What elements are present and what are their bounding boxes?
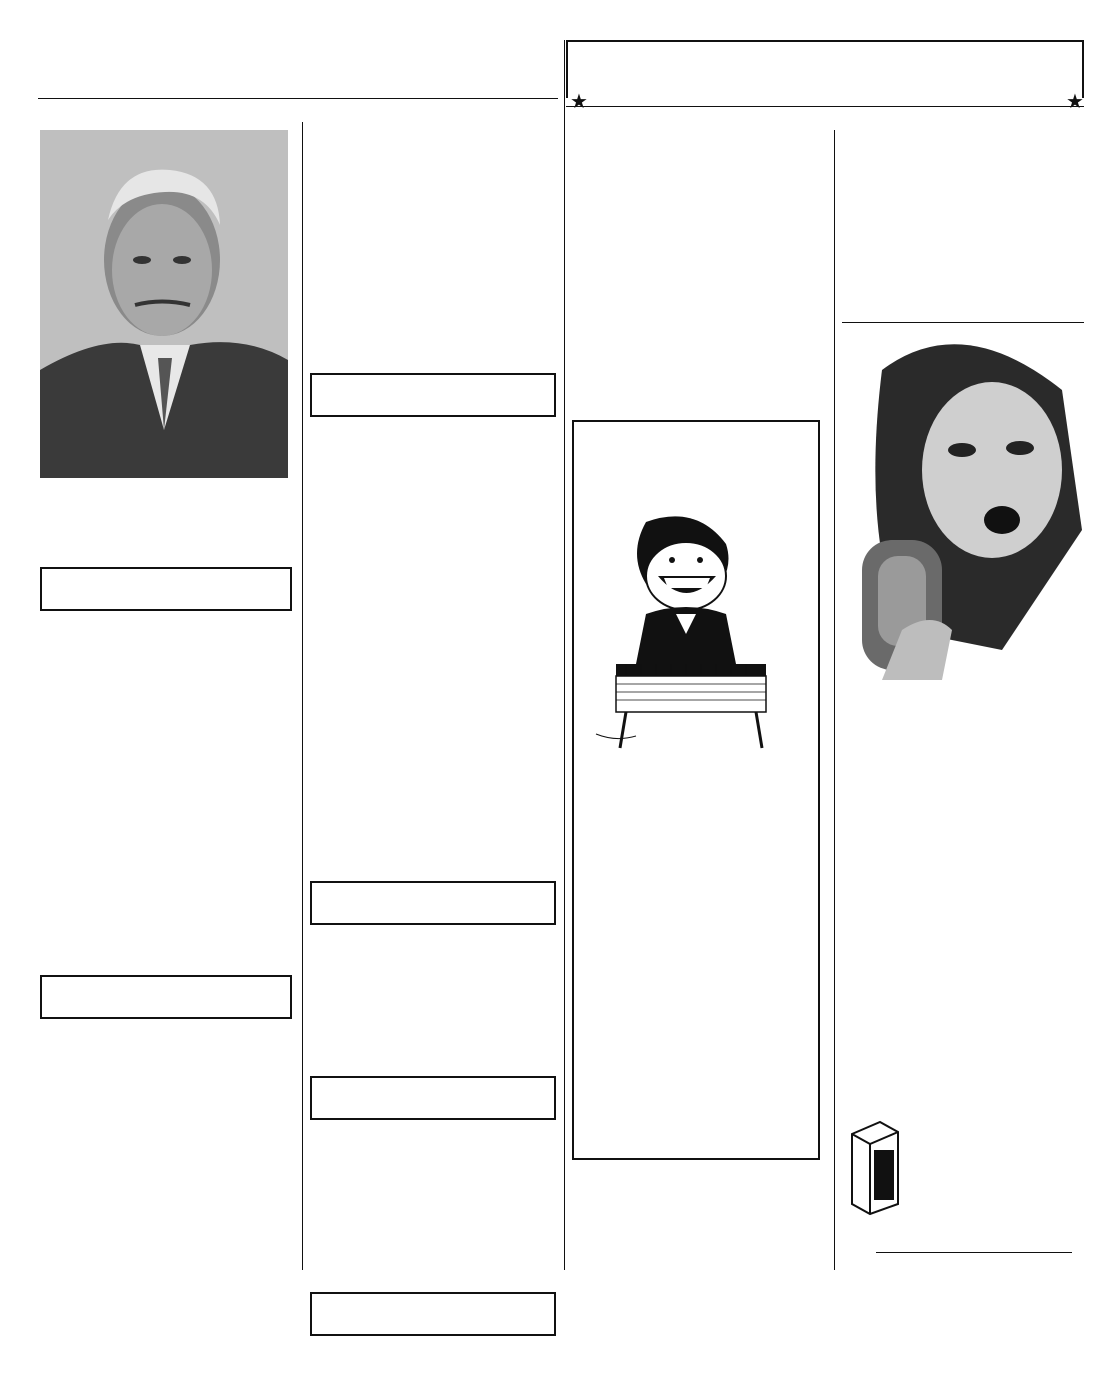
caricature-box bbox=[572, 420, 820, 1160]
caricature-drawing bbox=[586, 514, 806, 754]
quiz-column-lower bbox=[570, 1172, 828, 1180]
column-rule bbox=[302, 122, 303, 1270]
ad-rule bbox=[842, 322, 1084, 323]
quiz-rule bbox=[566, 106, 1084, 107]
station-header-2yd bbox=[310, 1076, 556, 1120]
station-header-1zm bbox=[310, 1292, 556, 1336]
quiz-column-right bbox=[838, 128, 1086, 136]
column-rule bbox=[564, 40, 565, 1270]
title-rule bbox=[38, 98, 558, 99]
kreisler-photo bbox=[40, 130, 288, 478]
star-left-icon: ★ bbox=[570, 91, 588, 113]
column-rule bbox=[834, 130, 835, 1270]
woman-illustration bbox=[842, 330, 1082, 690]
portrait-illustration bbox=[40, 130, 288, 478]
station-header-3zr bbox=[40, 975, 292, 1019]
valve-box-icon bbox=[846, 1120, 902, 1216]
ad-tagline-underline bbox=[876, 1252, 1072, 1253]
station-header-2yn bbox=[310, 881, 556, 925]
ad-woman-photo bbox=[842, 330, 1082, 690]
star-right-icon: ★ bbox=[1066, 91, 1084, 113]
ad-body bbox=[850, 860, 1078, 861]
station-header-2yh bbox=[310, 373, 556, 417]
quiz-column bbox=[570, 128, 824, 136]
station-header-4yz bbox=[40, 567, 292, 611]
quiz-title-box bbox=[566, 40, 1084, 98]
